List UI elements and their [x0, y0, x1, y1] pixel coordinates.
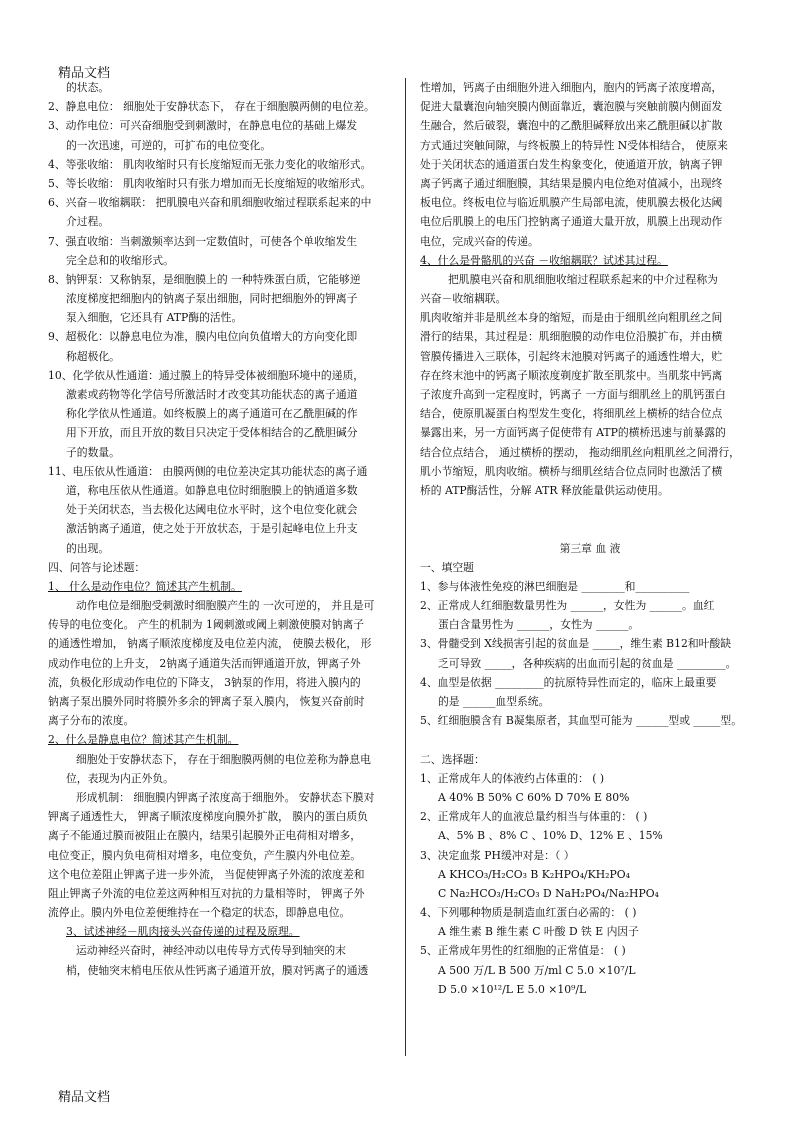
left-text-line: 3、试述神经－肌肉接头兴奋传递的过程及原理。 — [66, 925, 300, 939]
right-text-line: 把肌膜电兴奋和肌细胞收缩过程联系起来的中介过程称为 — [448, 272, 718, 286]
left-text-line: 泵入细胞，它还具有 ATP酶的活性。 — [66, 311, 243, 325]
left-text-line: 的出现。 — [66, 541, 110, 555]
page-header: 精品文档 — [58, 66, 111, 81]
left-text-line: 2、什么是静息电位？简述其产生机制。 — [48, 733, 239, 747]
right-text-line: 结合位点结合， 通过横桥的摆动， 拖动细肌丝向粗肌丝之间滑行， — [420, 445, 740, 459]
left-text-line: 离子分布的浓度。 — [48, 714, 135, 728]
left-text-line: 完全总和的收缩形式。 — [66, 253, 174, 267]
left-text-line: 钠离子泵出膜外同时将膜外多余的钾离子泵入膜内， 恢复兴奋前时 — [48, 695, 365, 708]
right-text-line: 5、红细胞膜含有 B凝集原者，其血型可能为 ______型或 _____型。 — [420, 714, 743, 728]
right-text-line: 性增加，钙离子由细胞外进入细胞内，胞内的钙离子浓度增高， — [420, 81, 723, 94]
right-text-line: 4、什么是骨骼肌的兴奋 －收缩耦联？试述其过程。 — [420, 253, 668, 267]
left-text-line: 5、等长收缩： 肌肉收缩时只有张力增加而无长度缩短的收缩形式。 — [48, 176, 372, 190]
right-text-line: 存在终末池中的钙离子顺浓度剃度扩散至肌浆中。当肌浆中钙离 — [420, 368, 723, 382]
left-text-line: 流，负极化形成动作电位的下降支， 3钠泵的作用，将进入膜内的 — [48, 675, 361, 689]
left-text-line: 7、强直收缩：当刺激频率达到一定数值时，可使各个单收缩发生 — [48, 234, 358, 248]
right-text-line: 第三章 血 液 — [559, 541, 621, 555]
right-text-line: 蛋白含量男性为 ______，女性为 ______。 — [438, 618, 640, 632]
left-text-line: 4、等张收缩： 肌肉收缩时只有长度缩短而无张力变化的收缩形式。 — [48, 157, 372, 171]
left-text-line: 激素或药物等化学信号所激活时才改变其功能状态的离子通道 — [66, 388, 358, 401]
right-text-line: 暴露出来，另一方面钙离子促使带有 ATP的横桥迅速与前暴露的 — [420, 426, 726, 440]
left-text-line: 1、 什么是动作电位？简述其产生机制。 — [48, 579, 242, 593]
left-text-line: 6、兴奋－收缩耦联： 把肌膜电兴奋和肌细胞收缩过程联系起来的中 — [48, 196, 372, 210]
left-text-line: 处于关闭状态，当去极化达阈电位水平时，这个电位变化就会 — [66, 503, 358, 517]
right-text-line: 桥的 ATP酶活性，分解 ATR 释放能量供运动使用。 — [420, 483, 669, 497]
left-text-line: 激活钠离子通道，使之处于开放状态，于是引起峰电位上升支 — [66, 522, 358, 536]
left-text-line: 成动作电位的上升支， 2钠离子通道失活而钾通道开放，钾离子外 — [48, 656, 361, 670]
right-text-line: 滑行的结果，其过程是：肌细胞膜的动作电位沿膜扩布，并由横 — [420, 330, 723, 344]
column-divider — [405, 78, 406, 1056]
left-text-line: 的状态。 — [66, 81, 110, 94]
right-text-line: 4、下列哪种物质是制造血红蛋白必需的： ( ) — [420, 906, 637, 920]
right-text-line: 子浓度升高到一定程度时，钙离子 一方面与细肌丝上的肌钙蛋白 — [420, 388, 726, 401]
right-text-line: 结合，使原肌凝蛋白构型发生变化，将细肌丝上横桥的结合位点 — [420, 407, 723, 421]
left-text-line: 介过程。 — [66, 215, 110, 229]
right-text-line: 3、骨髓受到 X线损害引起的贫血是 _____，维生素 B12和叶酸缺 — [420, 637, 732, 651]
right-text-line: 生融合，然后破裂，囊泡中的乙酰胆碱释放出来乙酰胆碱以扩散 — [420, 119, 723, 133]
right-text-line: 1、参与体液性免疫的淋巴细胞是 ________和__________ — [420, 579, 690, 593]
right-text-line: 方式通过突触间隙，与终板膜上的特异性 N受体相结合， 使原来 — [420, 138, 728, 152]
right-text-line: 1、正常成年人的体液约占体重的： ( ) — [420, 771, 605, 785]
right-text-line — [420, 730, 760, 749]
left-text-line: 钾离子通透性大， 钾离子顺浓度梯度向膜外扩散， 膜内的蛋白质负 — [48, 810, 368, 824]
left-text-line: 10、化学依从性通道：通过膜上的特异受体被细胞环境中的递质， — [48, 368, 365, 382]
left-text-line: 这个电位差阻止钾离子进一步外流， 当促使钾离子外流的浓度差和 — [48, 867, 365, 881]
right-text-line: 电位后肌膜上的电压门控钠离子通道大量开放，肌膜上出现动作 — [420, 215, 723, 229]
right-text-line: 4、血型是依据 _________的抗原特异性而定的，临床上最重要 — [420, 675, 717, 689]
right-text-line: A、5% B 、8% C 、10% D、12% E 、15% — [438, 829, 663, 843]
right-text-line: A 维生素 B 维生素 C 叶酸 D 铁 E 内因子 — [438, 925, 639, 939]
right-text-line: 2、正常成年人的血液总量约相当与体重的： ( ) — [420, 810, 648, 824]
left-text-line: 称化学依从性通道。如终板膜上的离子通道可在乙酰胆碱的作 — [66, 407, 358, 421]
left-text-line: 子的数量。 — [66, 445, 120, 459]
left-text-line: 3、动作电位：可兴奋细胞受到刺激时，在静息电位的基础上爆发 — [48, 119, 358, 133]
left-text-line: 11、电压依从性通道： 由膜两侧的电位差决定其功能状态的离子通 — [48, 464, 368, 478]
left-text-line: 细胞处于安静状态下， 存在于细胞膜两侧的电位差称为静息电 — [76, 752, 371, 766]
left-text-line: 用下开放，而且开放的数目只决定于受体相结合的乙酰胆碱分 — [66, 426, 358, 440]
left-text-line: 离子不能通过膜而被阻止在膜内，结果引起膜外正电荷相对增多， — [48, 829, 362, 843]
left-text-line: 梢，使轴突末梢电压依从性钙离子通道开放，膜对钙离子的通透 — [66, 963, 369, 977]
left-text-line: 的通透性增加， 钠离子顺浓度梯度及电位差内流， 使膜去极化， 形 — [48, 637, 372, 651]
right-text-line: 促进大量囊泡向轴突膜内侧面靠近，囊泡膜与突触前膜内侧面发 — [420, 100, 723, 114]
left-text-line: 2、静息电位： 细胞处于安静状态下， 存在于细胞膜两侧的电位差。 — [48, 100, 375, 114]
left-text-line: 称超极化。 — [66, 349, 120, 363]
right-text-line: C Na₂HCO₃/H₂CO₃ D NaH₂PO₄/Na₂HPO₄ — [438, 886, 659, 900]
left-text-line: 形成机制： 细胞膜内钾离子浓度高于细胞外。 安静状态下膜对 — [76, 790, 375, 804]
left-text-line: 流停止。膜内外电位差便维持在一个稳定的状态，即静息电位。 — [48, 906, 351, 920]
page-footer: 精品文档 — [58, 1090, 111, 1105]
right-text-line: 电位，完成兴奋的传递。 — [420, 234, 539, 248]
left-text-line: 电位变正，膜内负电荷相对增多，电位变负，产生膜内外电位差。 — [48, 848, 362, 862]
left-text-line: 传导的电位变化。 产生的机制为 1阈刺激或阈上刺激使膜对钠离子 — [48, 618, 365, 632]
right-text-line: 肌肉收缩并非是肌丝本身的缩短，而是由于细肌丝向粗肌丝之间 — [420, 311, 723, 325]
right-text-line: 管膜传播进入三联体，引起终末池膜对钙离子的通透性增大，贮 — [420, 349, 723, 363]
right-text-line: 肌小节缩短，肌肉收缩。横桥与细肌丝结合位点同时也激活了横 — [420, 464, 723, 478]
right-text-line — [420, 519, 760, 538]
left-text-line: 动作电位是细胞受刺激时细胞膜产生的 一次可逆的， 并且是可 — [76, 599, 375, 613]
right-text-line — [420, 500, 760, 519]
right-text-line: A 40% B 50% C 60% D 70% E 80% — [438, 790, 630, 804]
right-text-line: 的是 ______血型系统。 — [438, 695, 550, 708]
right-text-line: 兴奋－收缩耦联。 — [420, 292, 507, 306]
right-column — [420, 78, 760, 999]
right-text-line: 处于关闭状态的通道蛋白发生构象变化，使通道开放，钠离子钾 — [420, 157, 723, 171]
right-text-line: 板电位。终板电位与临近肌膜产生局部电流，使肌膜去极化达阈 — [420, 196, 723, 210]
right-text-line: 一、填空题 — [420, 560, 474, 574]
right-text-line: A 500 万/L B 500 万/ml C 5.0 ×10⁷/L — [438, 963, 636, 977]
left-text-line: 浓度梯度把细胞内的钠离子泵出细胞，同时把细胞外的钾离子 — [66, 292, 358, 306]
left-text-line: 8、钠钾泵：又称钠泵，是细胞膜上的 一种特殊蛋白质，它能够逆 — [48, 272, 361, 286]
left-text-line: 四、问答与论述题： — [48, 560, 146, 574]
left-text-line: 的一次迅速，可逆的，可扩布的电位变化。 — [66, 138, 272, 152]
right-text-line: 5、正常成年男性的红细胞的正常值是： ( ) — [420, 944, 626, 958]
right-text-line: A KHCO₃/H₂CO₃ B K₂HPO₄/KH₂PO₄ — [438, 867, 630, 881]
right-text-line: 乏可导致 _____，各种疾病的出血而引起的贫血是 _________。 — [438, 656, 737, 670]
right-text-line: 离子钙离子通过细胞膜，其结果是膜内电位绝对值减小，出现终 — [420, 176, 723, 190]
right-text-line: 3、决定血浆 PH缓冲对是：（ ） — [420, 848, 575, 862]
left-text-line: 9、超极化：以静息电位为准，膜内电位向负值增大的方向变化即 — [48, 330, 358, 344]
left-text-line: 运动神经兴奋时，神经冲动以电传导方式传导到轴突的末 — [76, 944, 346, 958]
right-text-line: 2、正常成人红细胞数量男性为 ______，女性为 ______。血红 — [420, 599, 715, 613]
left-text-line: 阻止钾离子外流的电位差这两种相互对抗的力量相等时， 钾离子外 — [48, 886, 365, 900]
left-column — [48, 78, 396, 980]
left-text-line: 位，表现为内正外负。 — [66, 771, 174, 785]
right-text-line: 二、选择题： — [420, 752, 485, 766]
left-text-line: 道，称电压依从性通道。如静息电位时细胞膜上的钠通道多数 — [66, 483, 358, 497]
right-text-line: D 5.0 ×10¹²/L E 5.0 ×10⁹/L — [438, 982, 587, 996]
